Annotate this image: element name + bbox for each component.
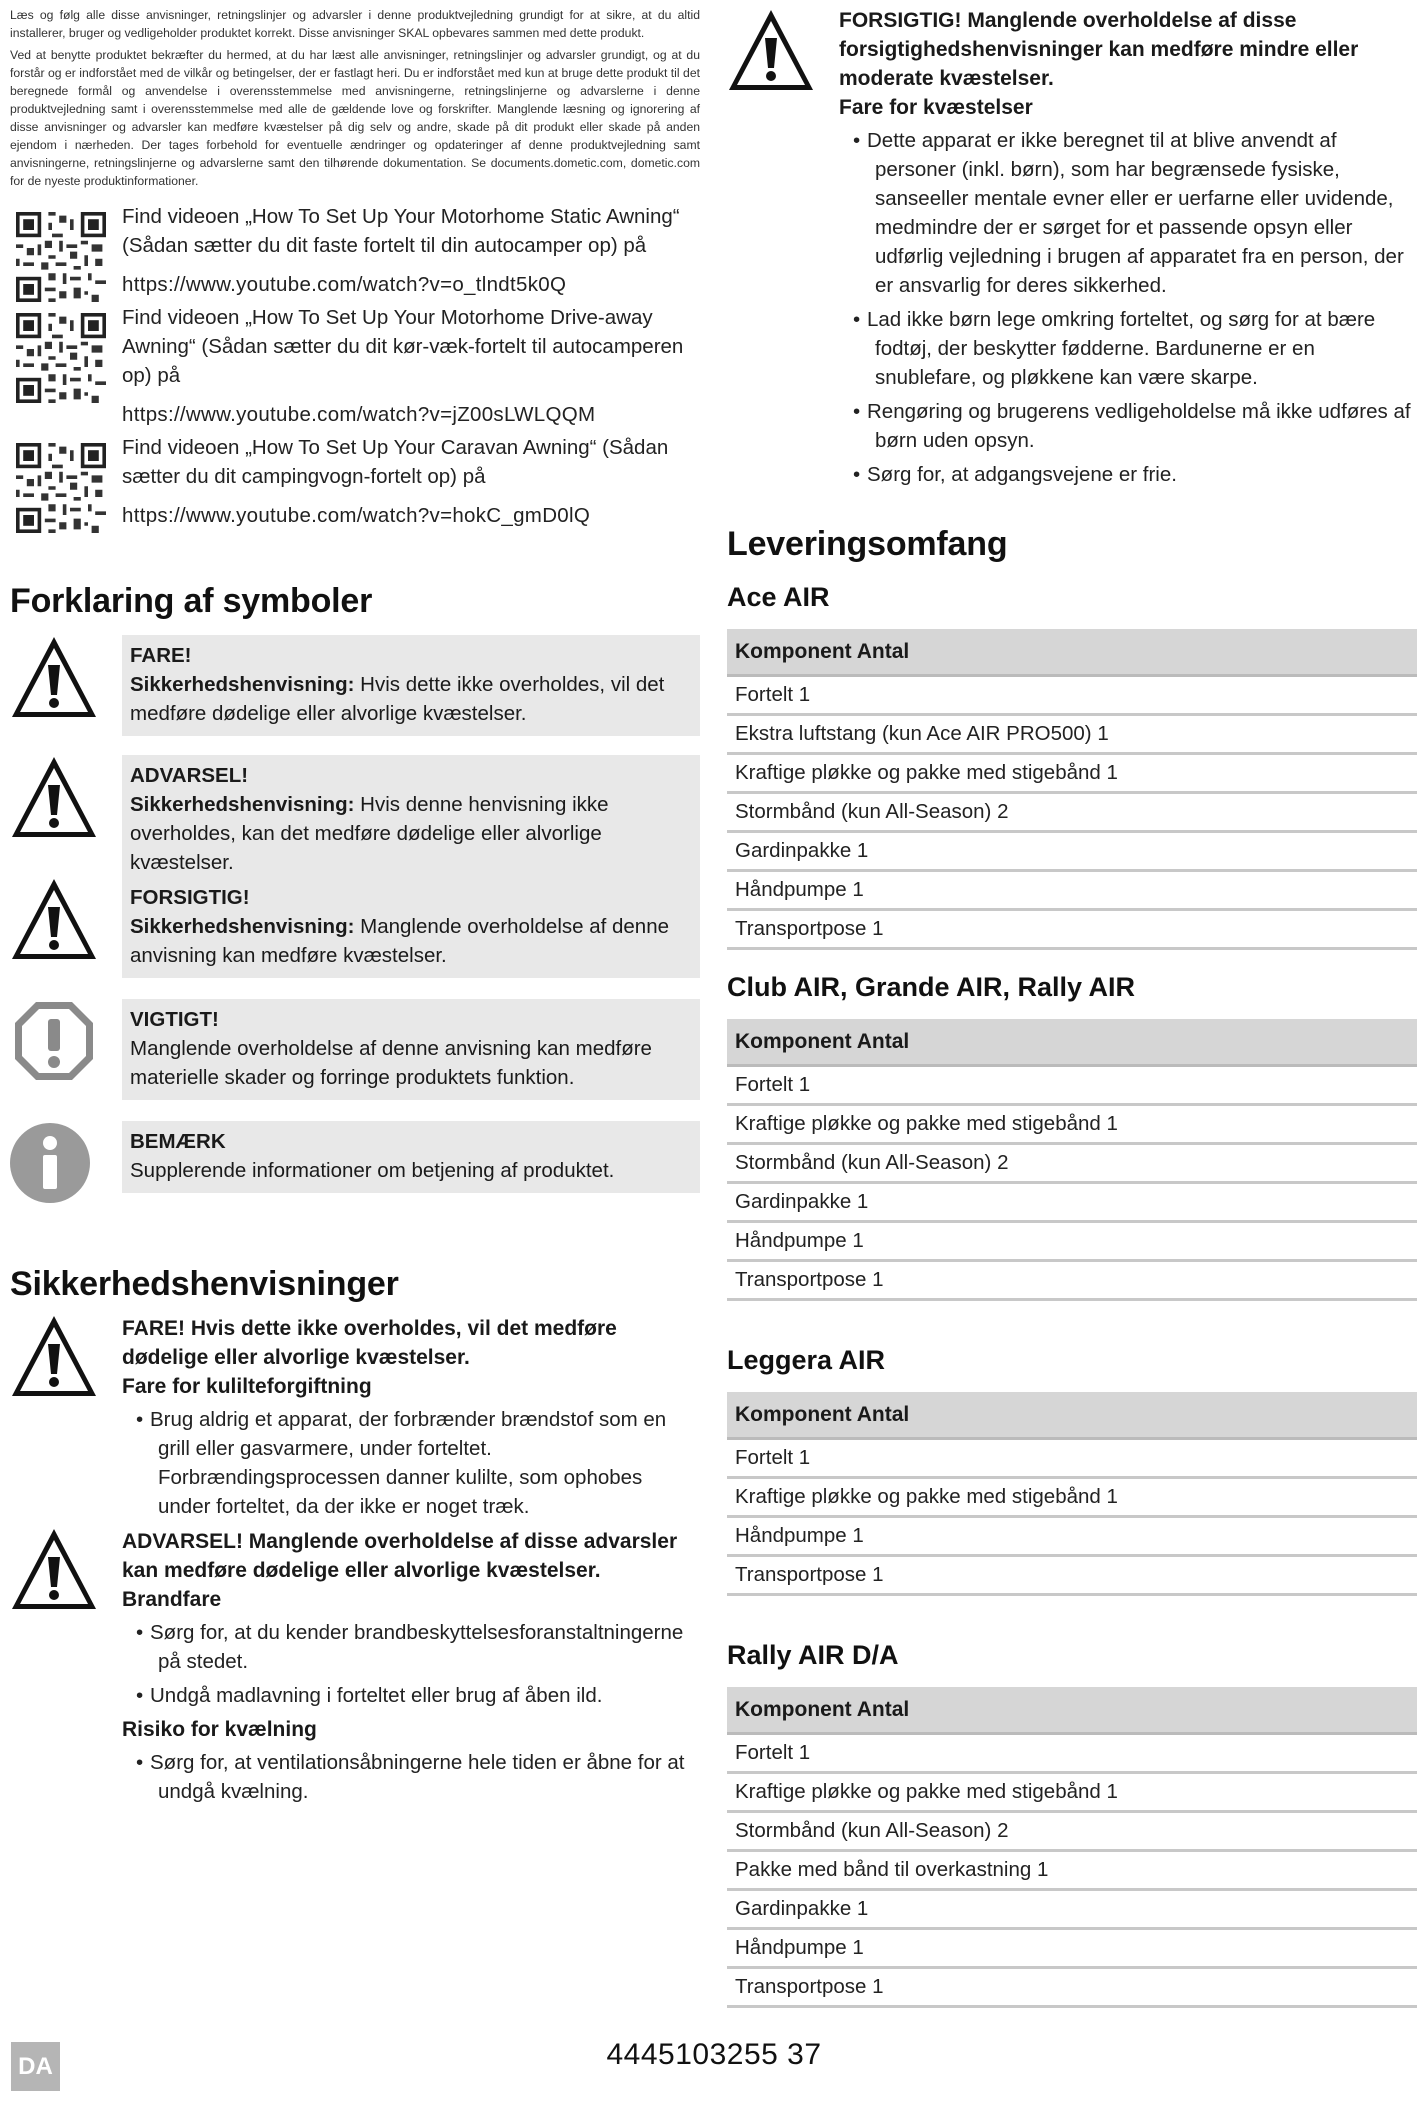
symbol-box [122, 755, 700, 885]
info-icon [10, 1121, 98, 1205]
table-row [727, 676, 1417, 715]
safety-bullet: • Rengøring og brugerens vedligeholdelse må ikke udføres af børn uden opsyn. [839, 397, 1417, 455]
table-row [727, 1851, 1417, 1890]
symbol-warning [10, 755, 700, 877]
safety-subheading: Fare for kvæstelser [839, 96, 1033, 119]
qr-code-icon [16, 212, 106, 302]
video-item [10, 303, 700, 429]
table-row [727, 910, 1417, 949]
scope-table [727, 1687, 1417, 2008]
table-row [727, 1105, 1417, 1144]
safety-bullet: • Sørg for, at ventilationsåbningerne hele tiden er åbne for at undgå kvælning. [122, 1748, 700, 1806]
table-cell: Transportpose 1 [727, 1261, 1417, 1300]
safety-heading: ADVARSEL! Manglende overholdelse af disse advarsler kan medføre dødelige eller alvorlige kvæstelser. [122, 1530, 678, 1582]
safety-bullets [122, 1618, 700, 1710]
symbol-title: VIGTIGT! [130, 1008, 219, 1031]
table-cell: Fortelt 1 [727, 1734, 1417, 1773]
symbol-title: FORSIGTIG! [130, 886, 250, 909]
table-cell: Kraftige pløkke og pakke med stigebånd 1 [727, 1478, 1417, 1517]
table-row [727, 1144, 1417, 1183]
symbol-box [122, 1121, 700, 1193]
warning-icon [10, 1527, 98, 1611]
warning-icon [10, 755, 98, 839]
document-code: 4445103255 37 [606, 2038, 822, 2071]
qr-code-icon [16, 443, 106, 533]
intro-paragraph-2: Ved at benytte produktet bekræfter du hermed, at du har læst alle anvisninger, retningslinjer og advarsler grundigt, og at du forstår og er indforstået med de vilkår og betingelser, der er fastlagt heri. Du er indforstået med kun at bruge dette produkt til det beregnede formål og anvendelse i overensstemmelse med anvisningerne, retningslinjerne og advarslerne i denne produktvejledning samt i overensstemmelse med alle de gældende love og forskrifter. Manglende læsning og ignorering af disse anvisninger og advarsler kan medføre kvæstelser på dig selv og andre, skade på dit produkt eller skade på anden ejendom i nærheden. Der tages forbehold for eventuelle ændringer og opdateringer af denne produktvejledning samt anvisningerne, retningslinjerne og advarslerne samt den tilhørende dokumentation. Se documents.dometic.com, dometic.com for de nyeste produktinformationer. [10, 48, 700, 188]
symbol-caution [10, 877, 700, 999]
table-cell: Stormbånd (kun All-Season) 2 [727, 793, 1417, 832]
left-column [10, 6, 700, 1811]
safety-bullet: • Sørg for, at adgangsvejene er frie. [839, 460, 1417, 489]
symbol-text: Hvis dette ikke overholdes, vil det medføre dødelige eller alvorlige kvæstelser. [130, 673, 665, 725]
table-row [727, 1222, 1417, 1261]
table-row [727, 1968, 1417, 2007]
table-row [727, 871, 1417, 910]
symbol-important [10, 999, 700, 1121]
table-row [727, 1439, 1417, 1478]
table-cell: Gardinpakke 1 [727, 832, 1417, 871]
safety-bullet: • Undgå madlavning i forteltet eller brug af åben ild. [122, 1681, 700, 1710]
symbol-description [130, 912, 692, 970]
safety-subheading: Brandfare [122, 1588, 222, 1611]
danger-warning-icon [10, 635, 98, 719]
scope-table [727, 1392, 1417, 1596]
intro-paragraph-1: Læs og følg alle disse anvisninger, retningslinjer og advarsler i denne produktvejledning grundigt for at sikre, at du altid installerer, bruger og vedligeholder produktet korrekt. Disse anvisninger SKAL opbevares sammen med dette produkt. [10, 8, 700, 40]
qr-code-icon [16, 313, 106, 403]
table-cell: Fortelt 1 [727, 676, 1417, 715]
table-row [727, 1929, 1417, 1968]
language-badge: DA [11, 2042, 60, 2091]
video-text: Find videoen „How To Set Up Your Caravan Awning“ (Sådan sætter du dit campingvogn-fortelt op) på [122, 436, 669, 488]
table-cell: Transportpose 1 [727, 1968, 1417, 2007]
scope-group-title: Leggera AIR [727, 1345, 886, 1375]
symbol-title: ADVARSEL! [130, 764, 249, 787]
symbol-text: Supplerende informationer om betjening af produktet. [130, 1159, 615, 1182]
table-cell: Pakke med bånd til overkastning 1 [727, 1851, 1417, 1890]
intro [10, 6, 700, 190]
symbol-box [122, 635, 700, 736]
danger-warning-icon [10, 1314, 98, 1398]
symbol-danger [10, 635, 700, 755]
symbols-title: Forklaring af symboler [10, 582, 373, 620]
table-row [727, 1890, 1417, 1929]
video-link[interactable]: https://www.youtube.com/watch?v=hokC_gmD0lQ [122, 504, 591, 527]
table-row [727, 1773, 1417, 1812]
table-cell: Håndpumpe 1 [727, 1517, 1417, 1556]
right-column [727, 6, 1417, 2008]
table-cell: Ekstra luftstang (kun Ace AIR PRO500) 1 [727, 715, 1417, 754]
symbol-title: BEMÆRK [130, 1130, 226, 1153]
table-cell: Transportpose 1 [727, 1556, 1417, 1595]
table-row [727, 715, 1417, 754]
safety-heading: FORSIGTIG! Manglende overholdelse af disse forsigtighedshenvisninger kan medføre mindre eller moderate kvæstelser. [839, 9, 1359, 90]
table-cell: Gardinpakke 1 [727, 1183, 1417, 1222]
table-row [727, 1478, 1417, 1517]
symbol-box [122, 877, 700, 978]
symbol-lead: Sikkerhedshenvisning: [130, 673, 355, 696]
table-cell: Transportpose 1 [727, 910, 1417, 949]
safety-danger [10, 1314, 700, 1521]
safety-subheading: Risiko for kvælning [122, 1718, 317, 1741]
table-cell: Håndpumpe 1 [727, 1929, 1417, 1968]
scope-title: Leveringsomfang [727, 525, 1008, 563]
safety-bullet: • Dette apparat er ikke beregnet til at blive anvendt af personer (inkl. børn), som har begrænsede fysiske, sanseeller mentale evner eller er uerfarne eller uvidende, medmindre der er sørget for et passende opsyn eller udførlig vejledning i brugen af apparatet fra en person, der er ansvarlig for deres sikkerhed. [839, 126, 1417, 300]
table-cell: Fortelt 1 [727, 1439, 1417, 1478]
table-header: Komponent Antal [727, 1687, 1417, 1734]
table-row [727, 1556, 1417, 1595]
safety-heading: FARE! Hvis dette ikke overholdes, vil det medføre dødelige eller alvorlige kvæstelser. [122, 1317, 617, 1369]
safety-caution [727, 6, 1417, 489]
scope-table [727, 1019, 1417, 1301]
table-row [727, 1517, 1417, 1556]
symbol-description [130, 790, 692, 877]
symbol-list [10, 635, 700, 1223]
symbol-box [122, 999, 700, 1100]
symbol-text: Hvis denne henvisning ikke overholdes, kan det medføre dødelige eller alvorlige kvæstelser. [130, 793, 609, 874]
table-row [727, 1261, 1417, 1300]
safety-bullets [122, 1405, 700, 1521]
symbol-text: Manglende overholdelse af denne anvisning kan medføre kvæstelser. [130, 915, 670, 967]
scope-table [727, 629, 1417, 950]
video-item [10, 202, 700, 299]
table-row [727, 1812, 1417, 1851]
symbol-note [10, 1121, 700, 1223]
symbol-lead: Sikkerhedshenvisning: [130, 915, 355, 938]
safety-bullet: • Brug aldrig et apparat, der forbrænder brændstof som en grill eller gasvarmere, under forteltet. Forbrændingsprocessen danner kulilte, som ophobes under forteltet, da der ikke er noget træk. [122, 1405, 700, 1521]
caution-icon [727, 8, 815, 92]
caution-icon [10, 877, 98, 961]
table-cell: Kraftige pløkke og pakke med stigebånd 1 [727, 1773, 1417, 1812]
video-link[interactable]: https://www.youtube.com/watch?v=jZ00sLWLQQM [122, 403, 596, 426]
table-row [727, 832, 1417, 871]
table-cell: Gardinpakke 1 [727, 1890, 1417, 1929]
video-link[interactable]: https://www.youtube.com/watch?v=o_tlndt5k0Q [122, 273, 567, 296]
scope-group-title: Rally AIR D/A [727, 1640, 899, 1670]
table-header: Komponent Antal [727, 1392, 1417, 1439]
table-cell: Håndpumpe 1 [727, 871, 1417, 910]
video-item [10, 433, 700, 530]
table-cell: Stormbånd (kun All-Season) 2 [727, 1144, 1417, 1183]
table-row [727, 1183, 1417, 1222]
table-cell: Stormbånd (kun All-Season) 2 [727, 1812, 1417, 1851]
safety-warning [10, 1527, 700, 1806]
symbol-title: FARE! [130, 644, 192, 667]
symbol-description [130, 670, 692, 728]
table-row [727, 793, 1417, 832]
video-list [10, 202, 700, 530]
scope-group-title: Ace AIR [727, 582, 830, 612]
table-cell: Kraftige pløkke og pakke med stigebånd 1 [727, 754, 1417, 793]
video-text: Find videoen „How To Set Up Your Motorhome Static Awning“ (Sådan sætter du dit faste fortelt til din autocamper op) på [122, 205, 680, 257]
safety-bullets [839, 126, 1417, 489]
safety-subheading: Fare for kulilteforgiftning [122, 1375, 372, 1398]
table-cell: Kraftige pløkke og pakke med stigebånd 1 [727, 1105, 1417, 1144]
scope-group-title: Club AIR, Grande AIR, Rally AIR [727, 972, 1136, 1002]
symbol-lead: Sikkerhedshenvisning: [130, 793, 355, 816]
symbol-text: Manglende overholdelse af denne anvisning kan medføre materielle skader og forringe produktets funktion. [130, 1037, 652, 1089]
table-header: Komponent Antal [727, 629, 1417, 676]
table-row [727, 754, 1417, 793]
safety-title: Sikkerhedshenvisninger [10, 1265, 399, 1303]
table-header: Komponent Antal [727, 1019, 1417, 1066]
table-row [727, 1734, 1417, 1773]
safety-bullets [122, 1748, 700, 1806]
safety-bullet: • Lad ikke børn lege omkring forteltet, og sørg for at bære fodtøj, der beskytter fødderne. Bardunerne er en snublefare, og pløkkene kan være skarpe. [839, 305, 1417, 392]
important-octagon-icon [10, 999, 98, 1083]
video-text: Find videoen „How To Set Up Your Motorhome Drive-away Awning“ (Sådan sætter du dit kør-væk-fortelt til autocamperen op) på [122, 306, 684, 387]
table-cell: Fortelt 1 [727, 1066, 1417, 1105]
table-row [727, 1066, 1417, 1105]
table-cell: Håndpumpe 1 [727, 1222, 1417, 1261]
safety-bullet: • Sørg for, at du kender brandbeskyttelsesforanstaltningerne på stedet. [122, 1618, 700, 1676]
